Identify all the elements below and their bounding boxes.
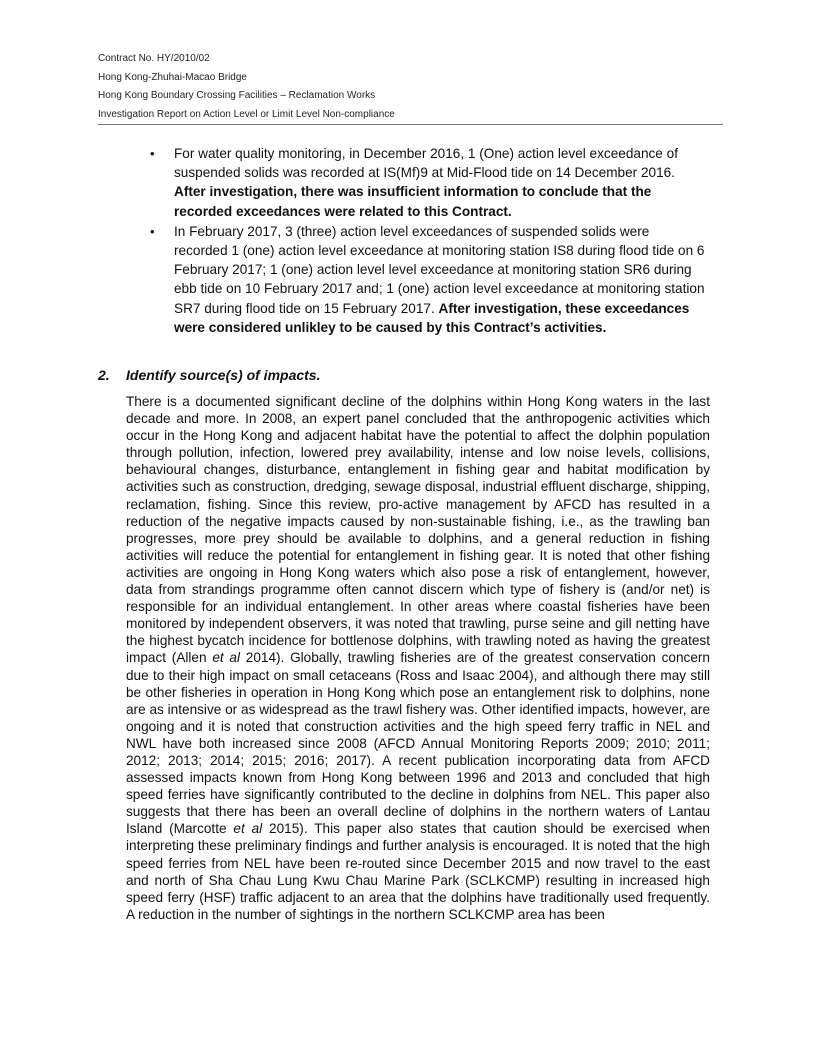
section-number: 2. (98, 367, 110, 383)
header-report-title: Investigation Report on Action Level or Limit Level Non-compliance (98, 108, 395, 120)
bullet-conclusion: After investigation, there was insufficient information to conclude that the recorded exceedances were related to this Contract. (174, 184, 652, 219)
header-contract-no: Contract No. HY/2010/02 (98, 53, 210, 64)
citation-et-al: et al (233, 821, 263, 837)
paragraph-text (126, 393, 710, 923)
body-text-part3: 2015). This paper also states that caution should be exercised when interpreting these preliminary findings and further analysis is encouraged. It is noted that the high speed ferries from NEL have been re-routed since December 2015 and now travel to the east and north of Sha Chau Lung Kwu Chau Marine Park (SCLKCMP) resulting in increased high speed ferry (HSF) traffic adjacent to an area that the dolphins have traditionally used frequently. A reduction in the number of sightings in the northern SCLKCMP area has been (126, 821, 710, 922)
bullet-marker: • (150, 146, 155, 161)
bullet-item (150, 222, 706, 337)
bullet-text: For water quality monitoring, in December 2016, 1 (One) action level exceedance of suspended solids was recorded at IS(Mf)9 at Mid-Flood tide on 14 December 2016. (174, 146, 678, 181)
section-heading (98, 366, 718, 384)
section-title: Identify source(s) of impacts. (126, 367, 321, 383)
citation-et-al: et al (212, 650, 241, 666)
document-header (98, 50, 723, 124)
header-project: Hong Kong-Zhuhai-Macao Bridge (98, 71, 247, 83)
header-divider (98, 124, 723, 125)
header-facility: Hong Kong Boundary Crossing Facilities – Reclamation Works (98, 90, 376, 101)
body-paragraph (126, 393, 710, 923)
bullet-marker: • (150, 223, 155, 239)
body-text-part1: There is a documented significant decline of the dolphins within Hong Kong waters in the last decade and more. In 2008, an expert panel concluded that the anthropogenic activities which occur in the Hong Kong and adjacent habitat have the potential to affect the dolphin population through pollution, infection, lowered prey availability, intense and low noise levels, collisions, behavioural changes, disturbance, entanglement in fishing gear and habitat modification by activities such as construction, dredging, sewage disposal, industrial effluent discharge, shipping, reclamation, fishing. Since this review, pro-active management by AFCD has resulted in a reduction of the negative impacts caused by non-sustainable fishing, i.e., as the trawling ban progresses, more prey should be available to dolphins, and a general reduction in fishing activities will reduce the potential for entanglement in fishing gear. It is noted that other fishing activities are ongoing in Hong Kong waters which also pose a risk of entanglement, however, data from strandings programme often cannot discern which type of fishery is (and/or net) is responsible for an individual entanglement. In other areas where coastal fisheries have been monitored by independent observers, it was noted that trawling, purse seine and gill netting have the highest bycatch incidence for bottlenose dolphins, with trawling noted as having the greatest impact (Allen (126, 394, 710, 666)
bullet-item (150, 144, 706, 221)
bullet-conclusion: After investigation, these exceedances were considered unlikley to be caused by this Contract’s activities. (174, 300, 690, 335)
bullet-text: In February 2017, 3 (three) action level exceedances of suspended solids were recorded 1 (one) action level exceedance at monitoring station IS8 during flood tide on 6 February 2017; 1 (one) action level level exceedance at monitoring station SR6 during ebb tide on 10 February 2017 and; 1 (one) action level exceedance at monitoring station SR7 during flood tide on 15 February 2017. (174, 223, 705, 316)
bullet-list (150, 144, 706, 338)
body-text-part2: 2014). Globally, trawling fisheries are of the greatest conservation concern due to their high impact on small cetaceans (Ross and Isaac 2004), and although there may still be other fisheries in operation in Hong Kong which pose an entanglement risk to dolphins, none are as intensive or as widespread as the trawl fishery was. Other identified impacts, however, are ongoing and it is noted that construction activities and the high speed ferry traffic in NEL and NWL have both increased since 2008 (AFCD Annual Monitoring Reports 2009; 2010; 2011; 2012; 2013; 2014; 2015; 2016; 2017). A recent publication incorporating data from AFCD assessed impacts known from Hong Kong between 1996 and 2013 and concluded that high speed ferries have significantly contributed to the decline in dolphins from NEL. This paper also suggests that there has been an overall decline of dolphins in the northern waters of Lantau Island (Marcotte (126, 650, 710, 837)
